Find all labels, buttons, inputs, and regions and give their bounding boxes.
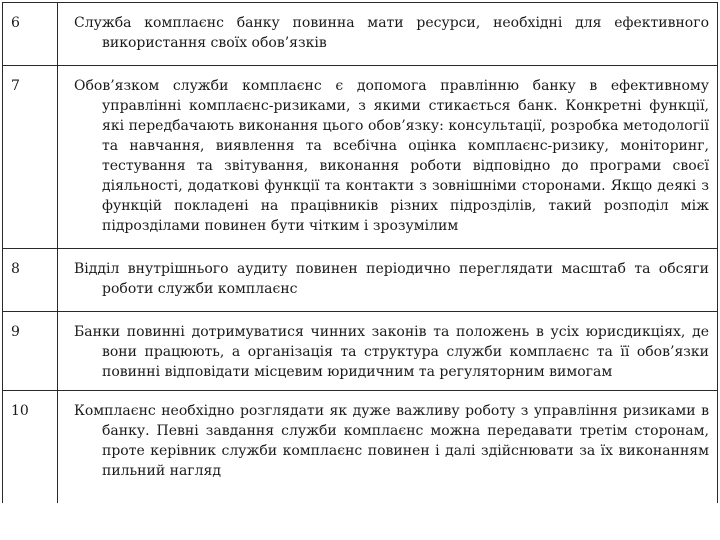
row-text-cell <box>58 66 718 249</box>
row-text-cell <box>58 249 718 312</box>
table-row <box>3 312 718 391</box>
row-text: Банки повинні дотримуватися чинних законів та положень в усіх юрисдикціях, де вони працюють, а організація та структура служби комплаєнс та її обов’язки повинні відповідати місцевим юридичним та регуляторним вимогам <box>74 324 709 380</box>
row-number: 10 <box>3 391 58 504</box>
row-number: 7 <box>3 66 58 249</box>
row-text: Обов’язком служби комплаєнс є допомога правлінню банку в ефективному управлінні комплаєнс-ризиками, з якими стикається банк. Конкретні функції, які передбачають виконання цього обов’язку: консультації, розробка методології та навчання, виявлення та всебічна оцінка комплаєнс-ризику, моніторинг, тестування та звітування, виконання роботи відповідно до програми своєї діяльності, додаткові функції та контакти з зовнішніми сторонами. Якщо деякі з функцій покладені на працівників різних підрозділів, такий розподіл між підрозділами повинен бути чітким і зрозумілим <box>74 78 709 234</box>
row-number: 8 <box>3 249 58 312</box>
row-text: Відділ внутрішнього аудиту повинен періодично переглядати масштаб та обсяги роботи служби комплаєнс <box>74 261 709 297</box>
row-text-cell <box>58 3 718 66</box>
table-row <box>3 66 718 249</box>
row-text: Служба комплаєнс банку повинна мати ресурси, необхідні для ефективного використання своїх обов’язків <box>74 15 709 51</box>
table-row <box>3 249 718 312</box>
row-text: Комплаєнс необхідно розглядати як дуже важливу роботу з управління ризиками в банку. Певні завдання служби комплаєнс можна передавати третім сторонам, проте керівник служби комплаєнс повинен і далі здійснювати за їх виконанням пильний нагляд <box>74 403 709 479</box>
row-text-cell <box>58 312 718 391</box>
row-number: 9 <box>3 312 58 391</box>
principles-table <box>2 2 718 503</box>
row-number: 6 <box>3 3 58 66</box>
table-row <box>3 3 718 66</box>
row-text-cell <box>58 391 718 504</box>
table-row <box>3 391 718 504</box>
